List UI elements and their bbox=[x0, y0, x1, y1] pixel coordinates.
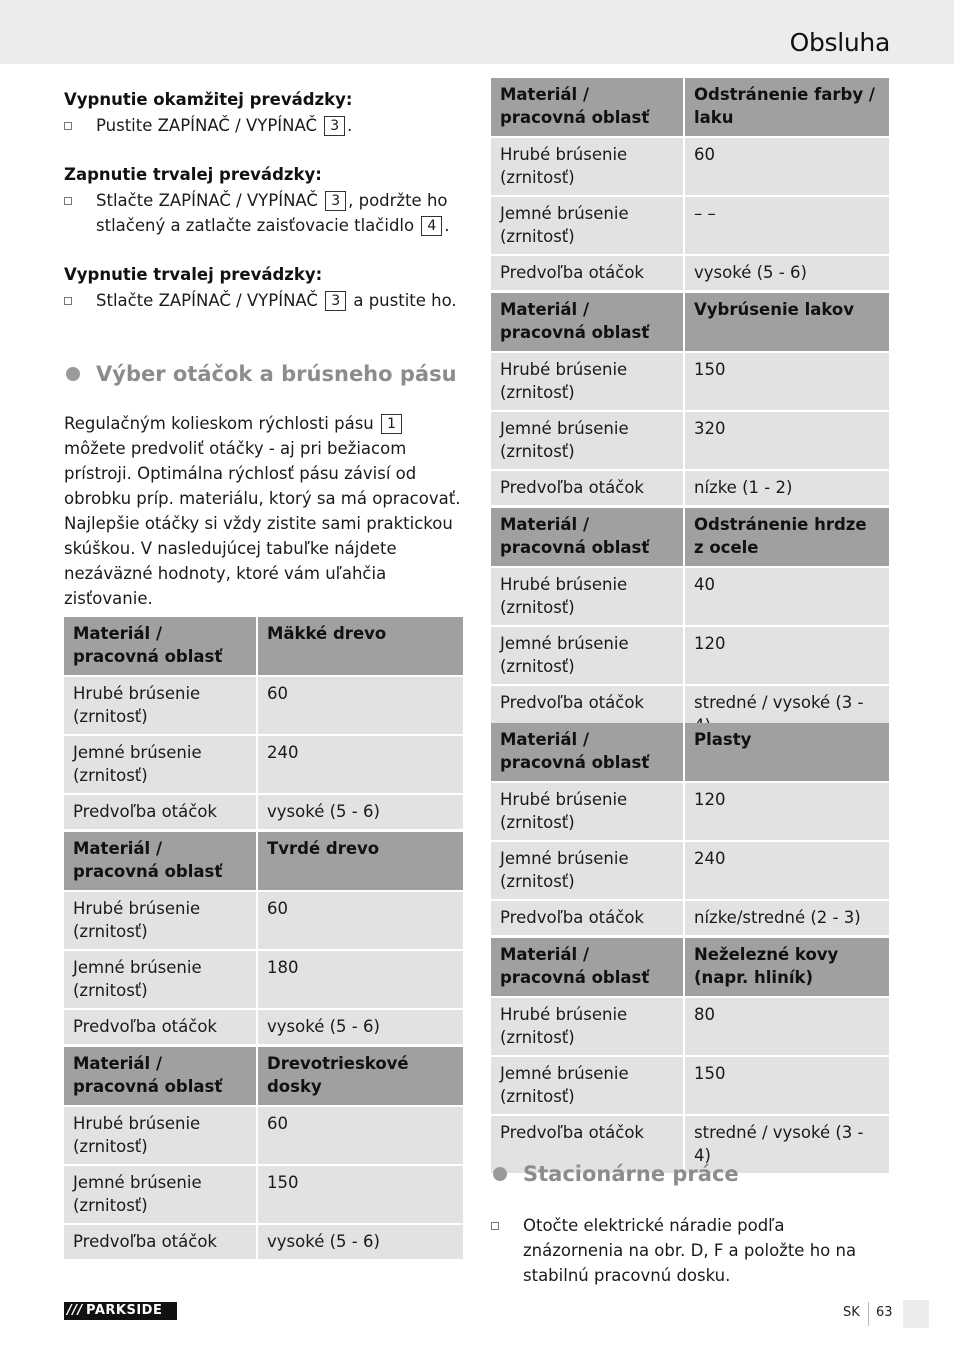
table-row: Hrubé brúsenie (zrnitosť) 60 bbox=[64, 891, 463, 950]
table-soft-wood bbox=[64, 617, 463, 829]
table-row: Predvoľba otáčok vysoké (5 - 6) bbox=[64, 1009, 463, 1044]
table-row: Hrubé brúsenie (zrnitosť) 150 bbox=[491, 352, 889, 411]
table-header-cell: Tvrdé drevo bbox=[257, 832, 463, 891]
table-row: Predvoľba otáčok stredné / vysoké (3 - 4) bbox=[491, 1115, 889, 1173]
parkside-logo: /// PARKSIDE bbox=[64, 1302, 177, 1320]
table-header-cell: Vybrúsenie lakov bbox=[684, 293, 889, 352]
stationary-section bbox=[491, 1159, 889, 1288]
table-row: Jemné brúsenie (zrnitosť) 150 bbox=[491, 1056, 889, 1115]
table-row: Predvoľba otáčok nízke (1 - 2) bbox=[491, 470, 889, 505]
language-code: SK bbox=[843, 1305, 860, 1320]
subheading-continuous-on: Zapnutie trvalej prevádzky: bbox=[64, 165, 322, 184]
table-header-cell: Materiál / pracovná oblasť bbox=[64, 832, 257, 891]
table-lacquer-sanding bbox=[491, 293, 889, 505]
bullet-stationary: Otočte elektrické náradie podľa znázornenia na obr. D, F a položte ho na stabilnú pracovnú dosku. bbox=[491, 1213, 889, 1288]
section-bullet-icon bbox=[493, 1167, 507, 1181]
table-row: Predvoľba otáčok vysoké (5 - 6) bbox=[491, 255, 889, 290]
subheading-continuous-off: Vypnutie trvalej prevádzky: bbox=[64, 265, 323, 284]
square-bullet-icon bbox=[64, 122, 72, 130]
square-bullet-icon bbox=[64, 197, 72, 205]
subheading-instant-off: Vypnutie okamžitej prevádzky: bbox=[64, 90, 353, 109]
table-header-cell: Drevotrieskové dosky bbox=[257, 1047, 463, 1106]
table-row: Jemné brúsenie (zrnitosť) 150 bbox=[64, 1165, 463, 1224]
table-row: Jemné brúsenie (zrnitosť) 180 bbox=[64, 950, 463, 1009]
table-paint-removal bbox=[491, 78, 889, 290]
table-nonferrous-metals bbox=[491, 938, 889, 1173]
table-rust-removal bbox=[491, 508, 889, 743]
table-row: Hrubé brúsenie (zrnitosť) 60 bbox=[64, 1106, 463, 1165]
table-header-cell: Plasty bbox=[684, 723, 889, 782]
bullet-continuous-on: Stlačte ZAPÍNAČ / VYPÍNAČ 3 , podržte ho stlačený a zatlačte zaisťovacie tlačidlo 4 . bbox=[64, 188, 464, 238]
table-row: Jemné brúsenie (zrnitosť) 120 bbox=[491, 626, 889, 685]
bullet-continuous-off: Stlačte ZAPÍNAČ / VYPÍNAČ 3 a pustite ho. bbox=[64, 288, 464, 313]
bullet-instant-off: Pustite ZAPÍNAČ / VYPÍNAČ 3 . bbox=[64, 113, 464, 138]
part-number-box: 3 bbox=[325, 191, 346, 211]
table-row: Jemné brúsenie (zrnitosť) – – bbox=[491, 196, 889, 255]
table-header-cell: Odstránenie farby / laku bbox=[684, 78, 889, 137]
table-row: Jemné brúsenie (zrnitosť) 240 bbox=[64, 735, 463, 794]
table-header-cell: Materiál / pracovná oblasť bbox=[491, 508, 684, 567]
square-bullet-icon bbox=[64, 297, 72, 305]
table-row: Hrubé brúsenie (zrnitosť) 80 bbox=[491, 997, 889, 1056]
table-header-cell: Materiál / pracovná oblasť bbox=[491, 293, 684, 352]
part-number-box: 4 bbox=[421, 216, 442, 236]
table-header-cell: Neželezné kovy (napr. hliník) bbox=[684, 938, 889, 997]
table-header-cell: Materiál / pracovná oblasť bbox=[491, 78, 684, 137]
part-number-box: 3 bbox=[325, 291, 346, 311]
table-row: Jemné brúsenie (zrnitosť) 240 bbox=[491, 841, 889, 900]
table-row: Predvoľba otáčok nízke/stredné (2 - 3) bbox=[491, 900, 889, 935]
part-number-box: 3 bbox=[324, 116, 345, 136]
table-header-cell: Mäkké drevo bbox=[257, 617, 463, 676]
section-title-stationary: Stacionárne práce bbox=[491, 1159, 889, 1189]
table-hard-wood bbox=[64, 832, 463, 1044]
page-title: Obsluha bbox=[789, 28, 890, 57]
table-row: Predvoľba otáčok vysoké (5 - 6) bbox=[64, 1224, 463, 1259]
table-header-cell: Materiál / pracovná oblasť bbox=[64, 617, 257, 676]
square-bullet-icon bbox=[491, 1222, 499, 1230]
footer-divider bbox=[868, 1302, 869, 1326]
table-header-cell: Materiál / pracovná oblasť bbox=[491, 723, 684, 782]
section-bullet-icon bbox=[66, 367, 80, 381]
table-row: Hrubé brúsenie (zrnitosť) 120 bbox=[491, 782, 889, 841]
left-column bbox=[64, 88, 464, 611]
table-row: Jemné brúsenie (zrnitosť) 320 bbox=[491, 411, 889, 470]
part-number-box: 1 bbox=[381, 414, 402, 434]
table-row: Hrubé brúsenie (zrnitosť) 60 bbox=[64, 676, 463, 735]
table-header-cell: Odstránenie hrdze z ocele bbox=[684, 508, 889, 567]
page-number: 63 bbox=[876, 1305, 893, 1320]
table-plastics bbox=[491, 723, 889, 935]
table-row: Hrubé brúsenie (zrnitosť) 40 bbox=[491, 567, 889, 626]
table-row: Predvoľba otáčok vysoké (5 - 6) bbox=[64, 794, 463, 829]
table-row: Predvoľba otáčok stredné / vysoké (3 - bbox=[491, 685, 889, 743]
section-title-speed: Výber otáčok a brúsneho pásu bbox=[64, 359, 464, 389]
table-row: Hrubé brúsenie (zrnitosť) 60 bbox=[491, 137, 889, 196]
table-header-cell: Materiál / pracovná oblasť bbox=[64, 1047, 257, 1106]
table-chipboard bbox=[64, 1047, 463, 1259]
table-header-cell: Materiál / pracovná oblasť bbox=[491, 938, 684, 997]
speed-paragraph: Regulačným kolieskom rýchlosti pásu 1 môžete predvoliť otáčky - aj pri bežiacom prístroji. Optimálna rýchlosť pásu závisí od obrobku príp. materiálu, ktorý sa má opracovať. Najlepšie otáčky si vždy zistite sami praktickou skúškou. V nasledujúcej tabuľke nájdete nezáväzné hodnoty, ktoré vám uľahčia zisťovanie. bbox=[64, 414, 461, 608]
footer-tab bbox=[903, 1300, 929, 1328]
